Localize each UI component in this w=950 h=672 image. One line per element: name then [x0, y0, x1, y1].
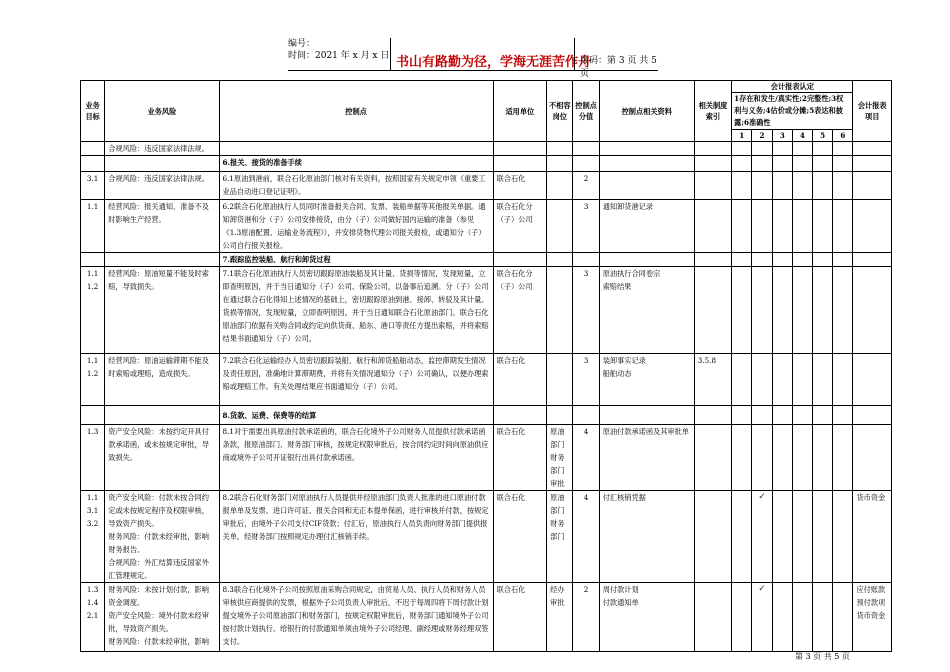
col-header-score: 控制点分值 — [573, 81, 599, 142]
assertion-number: 2 — [752, 130, 772, 142]
control-cell: 8.2联合石化财务部门对原油执行人员提供并经原油部门负责人批准的进口原油付款报单单及发票、进口许可证、报关合同和无正本提单保函，进行审核并付款，按规定审批后，由境外子公司支付CIF货款；付汇后，原油执行人员负责向财务部门提供报关单，经财务部门按照规定办理付汇核销手续。 — [219, 491, 493, 583]
objective-cell: 1.1 1.2 — [81, 267, 105, 354]
risk-cell: 财务风险：未按计划付款，影响资金调度。 资产安全风险：境外付款未经审批，导致资产损失。 财务风险：付款未经审批，影响 — [105, 583, 219, 652]
col-header-control: 控制点 — [219, 81, 493, 142]
header-rule — [288, 70, 658, 71]
docs-cell: 装卸事实记录 船舶动态 — [599, 354, 694, 406]
unit-cell: 联合石化分（子）公司 — [493, 200, 547, 253]
assertion-number: 5 — [813, 130, 833, 142]
score-cell: 4 — [573, 491, 599, 583]
checkmark-icon: ✓ — [752, 583, 772, 652]
assertion-number: 1 — [732, 130, 752, 142]
score-cell: 3 — [573, 267, 599, 354]
unit-cell: 联合石化 — [493, 491, 547, 583]
subject-cell: 应付账款 预付款项 货币资金 — [853, 583, 892, 652]
score-cell: 2 — [573, 172, 599, 200]
section-title: 6.报关、接货的准备手续 — [219, 156, 493, 172]
unit-cell: 联合石化 — [493, 583, 547, 652]
objective-cell: 3.1 — [81, 172, 105, 200]
incompatible-cell: 原油部门 财务部门 审批 — [547, 425, 573, 491]
table-row — [81, 491, 892, 583]
assertion-number: 4 — [792, 130, 812, 142]
control-cell: 8.1对于需要出具原油付款承诺函的，联合石化境外子公司财务人员提供付款承诺函条款，报原油部门、财务部门审核，按规定权限审批后，按合同约定时间向原油供应商或境外子公司开证银行出具付款承诺函。 — [219, 425, 493, 491]
col-header-incompatible: 不相容岗位 — [547, 81, 573, 142]
table-row — [81, 142, 892, 156]
unit-cell: 联合石化 — [493, 172, 547, 200]
header-motto: 书山有路勤为径，学海无涯苦作舟 — [396, 55, 592, 70]
score-cell: 4 — [573, 425, 599, 491]
risk-cell: 资产安全风险：付款未按合同约定或未按规定程序及权限审核，导致资产损失。 财务风险：付款未经审批，影响财务报告。 合规风险：外汇结算违反国家外汇管理规定。 — [105, 491, 219, 583]
checkmark-icon: ✓ — [752, 491, 772, 583]
risk-cell: 资产安全风险：未按约定开具付款承诺函，或未按规定审批，导致损失。 — [105, 425, 219, 491]
header-divider — [574, 38, 575, 70]
sysref-cell: 3.5.8 — [694, 354, 731, 406]
col-header-unit: 适用单位 — [493, 81, 547, 142]
docs-cell: 付汇核销凭据 — [599, 491, 694, 583]
score-cell: 2 — [573, 583, 599, 652]
header-divider — [390, 38, 391, 70]
col-header-subject: 会计报表项目 — [853, 81, 892, 142]
risk-cell: 合规风险：违反国家法律法规。 — [105, 142, 219, 156]
incompatible-cell: 经办 审批 — [547, 583, 573, 652]
risk-cell: 经营风险：报关通知、准备不及时影响生产经营。 — [105, 200, 219, 253]
assertion-number: 3 — [772, 130, 792, 142]
page-header — [288, 38, 658, 78]
col-header-risk: 业务风险 — [105, 81, 219, 142]
docs-cell: 原油付款承诺函及其审批单 — [599, 425, 694, 491]
header-page-number: 页码：第 3 页 共 5 页 — [580, 56, 657, 79]
col-header-docs: 控制点相关资料 — [599, 81, 694, 142]
control-cell: 6.1原油到港前，联合石化原油部门核对有关资料，按照国家有关规定申领《重要工业品自动进口登记证明》。 — [219, 172, 493, 200]
document-date: 时间：2021 年 x 月 x 日 — [288, 51, 390, 61]
report-assertion-legend: 1存在和发生/真实性;2完整性;3权利与义务;4估价或分摊;5表达和披露;6准确性 — [732, 93, 853, 130]
objective-cell: 1.3 1.4 2.1 — [81, 583, 105, 652]
col-header-report: 会计报表认定 — [732, 81, 853, 93]
header-meta — [288, 38, 389, 62]
unit-cell: 联合石化 — [493, 425, 547, 491]
table-row — [81, 583, 892, 652]
control-cell: 7.2联合石化运输经办人员密切跟踪装船、航行和卸货船舶动态，监控滞期发生情况及责任原因，准确地计算滞期费，并将有关情况通知分（子）公司确认，以便办理索赔或理赔工作。有关处理结果应书面通知分（子）公司。 — [219, 354, 493, 406]
docs-cell: 原油执行合同卷宗 索赔结果 — [599, 267, 694, 354]
docs-cell: 周付款计划 付款通知单 — [599, 583, 694, 652]
table-row — [81, 172, 892, 200]
control-cell: 8.3联合石化境外子公司按照原油采购合同规定，由贸易人员、执行人员和财务人员审核供应商提供的发票，根据外子公司负责人审批后，不迟于每周四将下周付款计划提交境外子公司原油部门和财务部门，按规定权限审批后，财务部门通知境外子公司按付款计划执行。给银行的付款通知单须由境外子公司经理、副经理或财务经理双签支付。 — [219, 583, 493, 652]
section-row — [81, 406, 892, 425]
section-title: 8.货款、运费、保费等的结算 — [219, 406, 493, 425]
risk-cell: 经营风险：原油运输滞期不能及时索赔或理赔，造成损失。 — [105, 354, 219, 406]
table-header-row — [81, 81, 892, 93]
col-header-objective: 业务目标 — [81, 81, 105, 142]
control-cell: 7.1联合石化原油执行人员密切跟踪原油装船及其计量、货损等情况，发现短量，立即查明原因，并于当日通知分（子）公司、保险公司，以备事后追溯。分（子）公司在通过联合石化得知上述情况的基础上，密切跟踪原油到港、接卸、转驳及其计量、货损等情况，发现短量，立即查明原因，并于当日通知联合石化原油部门。联合石化原油部门依据有关购合同或约定向供货商、船东、港口等责任方提出索赔，并将索赔结果书面通知分（子）公司。 — [219, 267, 493, 354]
col-header-sysref: 相关制度索引 — [694, 81, 731, 142]
risk-cell: 经营风险：原油短量不能及时索赔，导致损失。 — [105, 267, 219, 354]
page-footer: 第 3 页 共 5 页 — [795, 652, 850, 661]
objective-cell: 1.1 1.2 — [81, 354, 105, 406]
risk-cell: 合规风险：违反国家法律法规。 — [105, 172, 219, 200]
table-row — [81, 267, 892, 354]
subject-cell: 货币资金 — [853, 491, 892, 583]
control-matrix-table — [80, 80, 892, 652]
table-row — [81, 354, 892, 406]
table-row — [81, 425, 892, 491]
table-row — [81, 200, 892, 253]
document-number: 编号： — [288, 39, 316, 49]
objective-cell: 1.1 3.1 3.2 — [81, 491, 105, 583]
score-cell: 3 — [573, 354, 599, 406]
unit-cell: 联合石化 — [493, 354, 547, 406]
objective-cell: 1.1 — [81, 200, 105, 253]
incompatible-cell: 原油部门 财务部门 — [547, 491, 573, 583]
control-cell: 6.2联合石化原油执行人员同时准备报关合同、发票、装船单据等其他报关单据。通知卸货港和分（子）公司安排接货，由分（子）公司做好国内运输的准备（参见《1.3原油配置、运输业务流程》），并安排货物代理公司报关报检，或通知分（子）公司自行报关报检。 — [219, 200, 493, 253]
unit-cell: 联合石化分（子）公司 — [493, 267, 547, 354]
score-cell: 3 — [573, 200, 599, 253]
assertion-number: 6 — [833, 130, 853, 142]
objective-cell: 1.3 — [81, 425, 105, 491]
section-row — [81, 253, 892, 267]
section-title: 7.跟踪监控装船、航行和卸货过程 — [219, 253, 493, 267]
docs-cell: 通知卸货港记录 — [599, 200, 694, 253]
section-row — [81, 156, 892, 172]
